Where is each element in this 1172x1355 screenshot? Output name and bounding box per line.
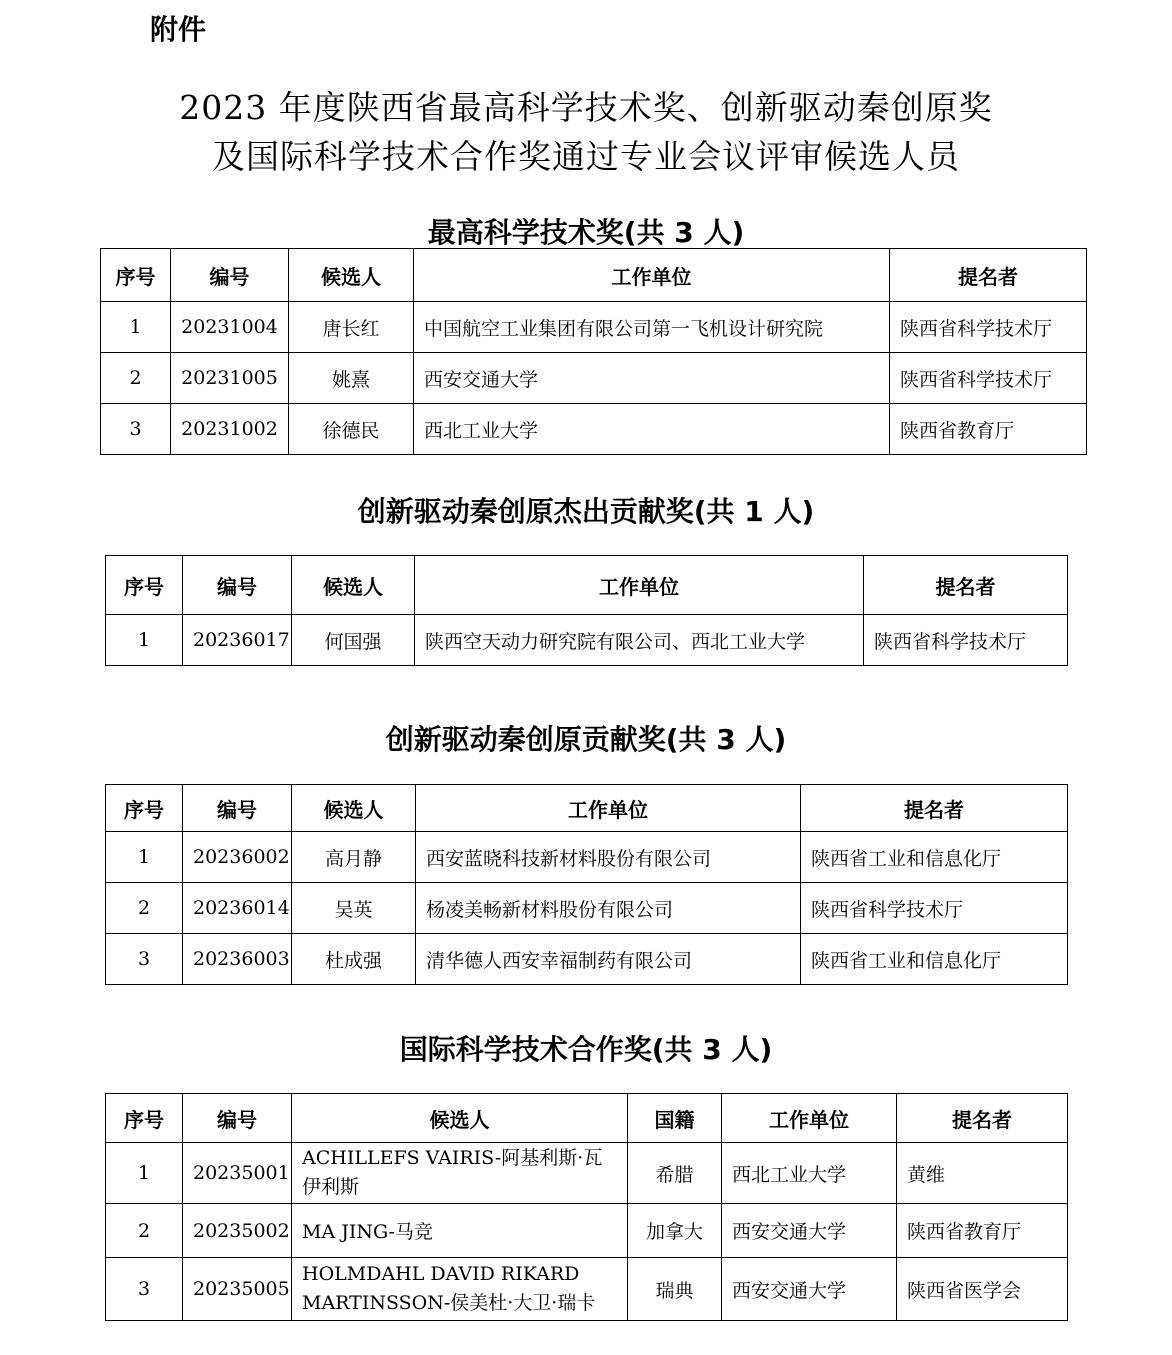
document-title-line-1: 2023 年度陕西省最高科学技术奖、创新驱动秦创原奖 [179,88,993,127]
table-row [101,302,1087,353]
header-nominator: 提名者 [890,249,1087,302]
cell-code: 20235005 [183,1258,292,1321]
cell-nominator: 黄维 [897,1143,1068,1204]
cell-nominator: 陕西省医学会 [897,1258,1068,1321]
cell-candidate: 吴英 [292,883,416,934]
cell-unit: 西安蓝晓科技新材料股份有限公司 [416,832,801,883]
table-header-row [106,1094,1068,1143]
table-row [101,353,1087,404]
cell-code: 20231005 [171,353,289,404]
cell-seq: 1 [106,615,183,666]
cell-nominator: 陕西省教育厅 [897,1204,1068,1258]
cell-seq: 3 [106,934,183,985]
table-row [106,615,1068,666]
table-row [101,404,1087,455]
cell-unit: 西安交通大学 [722,1204,897,1258]
header-unit: 工作单位 [415,556,864,615]
header-candidate: 候选人 [292,785,416,832]
table-row [106,883,1068,934]
header-code: 编号 [183,556,292,615]
cell-seq: 1 [101,302,171,353]
table-header-row [106,556,1068,615]
cell-unit: 西安交通大学 [414,353,890,404]
header-unit: 工作单位 [416,785,801,832]
header-seq: 序号 [106,1094,183,1143]
table-row [106,1258,1068,1321]
cell-candidate: 杜成强 [292,934,416,985]
cell-seq: 3 [101,404,171,455]
cell-seq: 2 [106,883,183,934]
table-row [106,832,1068,883]
table-row [106,934,1068,985]
header-seq: 序号 [106,556,183,615]
header-code: 编号 [183,785,292,832]
cell-candidate: HOLMDAHL DAVID RIKARD MARTINSSON-侯美杜·大卫·瑞卡 [292,1258,628,1321]
table-contribution [105,784,1068,985]
section-title-highest-award: 最高科学技术奖(共 3 人) [427,216,745,249]
header-candidate: 候选人 [289,249,414,302]
cell-code: 20236017 [183,615,292,666]
header-seq: 序号 [106,785,183,832]
cell-seq: 1 [106,832,183,883]
cell-candidate: MA JING-马竞 [292,1204,628,1258]
cell-seq: 2 [101,353,171,404]
cell-nominator: 陕西省工业和信息化厅 [801,832,1068,883]
cell-seq: 1 [106,1143,183,1204]
cell-unit: 西北工业大学 [414,404,890,455]
cell-unit: 西安交通大学 [722,1258,897,1321]
table-row [106,1204,1068,1258]
cell-seq: 3 [106,1258,183,1321]
header-nominator: 提名者 [801,785,1068,832]
table-international-cooperation [105,1093,1068,1321]
header-candidate: 候选人 [292,556,415,615]
cell-nominator: 陕西省科学技术厅 [890,353,1087,404]
cell-nominator: 陕西省科学技术厅 [864,615,1068,666]
cell-nationality: 瑞典 [628,1258,722,1321]
cell-nationality: 希腊 [628,1143,722,1204]
cell-code: 20235001 [183,1143,292,1204]
cell-candidate: 何国强 [292,615,415,666]
cell-nationality: 加拿大 [628,1204,722,1258]
cell-candidate: 唐长红 [289,302,414,353]
header-nationality: 国籍 [628,1094,722,1143]
table-header-row [101,249,1087,302]
cell-candidate: 姚熹 [289,353,414,404]
cell-code: 20231004 [171,302,289,353]
section-title-contribution: 创新驱动秦创原贡献奖(共 3 人) [385,723,787,756]
cell-candidate: 徐德民 [289,404,414,455]
table-header-row [106,785,1068,832]
cell-nominator: 陕西省科学技术厅 [801,883,1068,934]
header-candidate: 候选人 [292,1094,628,1143]
cell-unit: 西北工业大学 [722,1143,897,1204]
table-outstanding-contribution [105,555,1068,666]
cell-nominator: 陕西省工业和信息化厅 [801,934,1068,985]
cell-unit: 中国航空工业集团有限公司第一飞机设计研究院 [414,302,890,353]
cell-code: 20236014 [183,883,292,934]
cell-unit: 杨凌美畅新材料股份有限公司 [416,883,801,934]
cell-nominator: 陕西省教育厅 [890,404,1087,455]
cell-unit: 陕西空天动力研究院有限公司、西北工业大学 [415,615,864,666]
cell-code: 20235002 [183,1204,292,1258]
header-seq: 序号 [101,249,171,302]
cell-code: 20236002 [183,832,292,883]
cell-code: 20236003 [183,934,292,985]
section-title-outstanding-contribution: 创新驱动秦创原杰出贡献奖(共 1 人) [357,495,815,528]
cell-candidate: 高月静 [292,832,416,883]
header-code: 编号 [183,1094,292,1143]
header-nominator: 提名者 [897,1094,1068,1143]
section-title-international-cooperation: 国际科学技术合作奖(共 3 人) [399,1033,773,1066]
cell-unit: 清华德人西安幸福制药有限公司 [416,934,801,985]
attachment-label: 附件 [150,13,207,46]
header-code: 编号 [171,249,289,302]
cell-candidate: ACHILLEFS VAIRIS-阿基利斯·瓦伊利斯 [292,1143,628,1204]
table-row [106,1143,1068,1204]
document-title-line-2: 及国际科学技术合作奖通过专业会议评审候选人员 [212,137,960,176]
table-highest-award [100,248,1087,455]
header-unit: 工作单位 [722,1094,897,1143]
header-unit: 工作单位 [414,249,890,302]
cell-code: 20231002 [171,404,289,455]
header-nominator: 提名者 [864,556,1068,615]
cell-seq: 2 [106,1204,183,1258]
cell-nominator: 陕西省科学技术厅 [890,302,1087,353]
